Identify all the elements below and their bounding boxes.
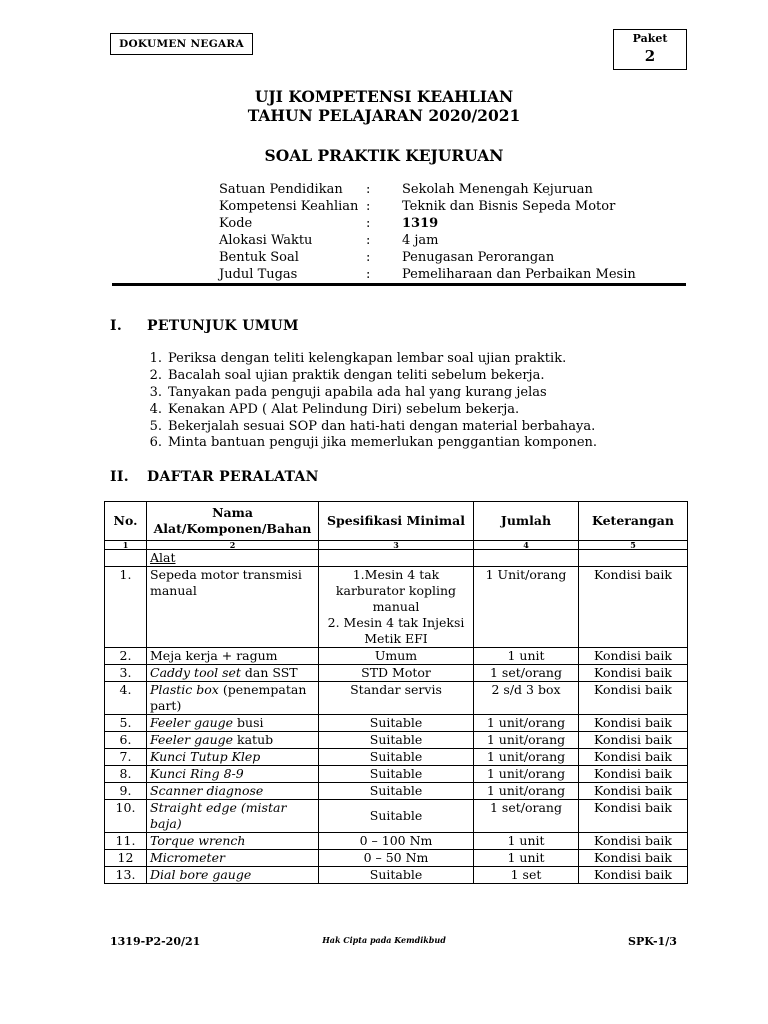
table-row <box>105 783 688 800</box>
row-qty: 1 unit/orang <box>474 783 579 800</box>
row-qty: 1 unit <box>474 833 579 850</box>
table-header-row <box>105 502 688 541</box>
row-name: Dial bore gauge <box>147 867 319 884</box>
info-label-kompetensi: Kompetensi Keahlian <box>219 199 359 214</box>
table-row <box>105 867 688 884</box>
table-row <box>105 665 688 682</box>
row-spec: Umum <box>319 648 474 665</box>
row-name: Meja kerja + ragum <box>147 648 319 665</box>
section-1-number: I. <box>110 318 123 334</box>
academic-year-title: TAHUN PELAJARAN 2020/2021 <box>247 106 521 125</box>
row-note: Kondisi baik <box>579 867 688 884</box>
row-note: Kondisi baik <box>579 749 688 766</box>
row-note: Kondisi baik <box>579 833 688 850</box>
row-name-italic: Plastic box <box>150 682 219 697</box>
row-spec: Suitable <box>319 732 474 749</box>
info-value-judul: Pemeliharaan dan Perbaikan Mesin <box>402 267 636 282</box>
paket-number: 2 <box>644 47 656 65</box>
row-no: 11. <box>105 833 147 850</box>
row-note: Kondisi baik <box>579 648 688 665</box>
info-label-bentuk: Bentuk Soal <box>219 250 299 265</box>
info-value-bentuk: Penugasan Perorangan <box>402 250 555 265</box>
row-spec: 0 – 50 Nm <box>319 850 474 867</box>
row-name-rest: busi <box>233 715 264 730</box>
info-colon: : <box>366 267 371 282</box>
header-name-line1: Nama <box>212 505 253 520</box>
row-qty: 1 unit/orang <box>474 732 579 749</box>
row-spec: Suitable <box>319 766 474 783</box>
exam-title: UJI KOMPETENSI KEAHLIAN <box>254 87 514 106</box>
row-name <box>147 732 319 749</box>
info-colon: : <box>366 250 371 265</box>
table-row <box>105 749 688 766</box>
row-note: Kondisi baik <box>579 783 688 800</box>
row-no: 13. <box>105 867 147 884</box>
column-number: 3 <box>319 541 474 550</box>
row-no: 9. <box>105 783 147 800</box>
header-qty: Jumlah <box>474 502 579 541</box>
row-no: 5. <box>105 715 147 732</box>
instruction-number: 5. <box>149 419 162 434</box>
info-value-kode: 1319 <box>402 216 439 231</box>
row-no: 3. <box>105 665 147 682</box>
row-note: Kondisi baik <box>579 715 688 732</box>
instruction-number: 2. <box>149 368 162 383</box>
row-name: Sepeda motor transmisi manual <box>147 567 319 648</box>
header-note: Keterangan <box>579 502 688 541</box>
table-row <box>105 766 688 783</box>
column-number: 1 <box>105 541 147 550</box>
header-spec: Spesifikasi Minimal <box>319 502 474 541</box>
row-name-italic: Feeler gauge <box>150 732 234 747</box>
row-name: Scanner diagnose <box>147 783 319 800</box>
row-name <box>147 715 319 732</box>
header-name <box>147 502 319 541</box>
row-spec: Suitable <box>319 783 474 800</box>
row-spec-item: 2. Mesin 4 tak Injeksi Metik EFI <box>327 615 465 646</box>
row-no: 6. <box>105 732 147 749</box>
paket-label: Paket <box>632 32 668 45</box>
row-name-rest: (penempatan part) <box>150 682 307 713</box>
info-colon: : <box>366 233 371 248</box>
row-note: Kondisi baik <box>579 665 688 682</box>
instruction-number: 4. <box>149 402 162 417</box>
row-qty: 1 set <box>474 867 579 884</box>
info-label-kode: Kode <box>219 216 253 231</box>
category-row <box>105 550 688 567</box>
row-spec: STD Motor <box>319 665 474 682</box>
row-name: Straight edge (mistar baja) <box>147 800 319 833</box>
row-qty: 1 unit/orang <box>474 715 579 732</box>
row-qty: 1 unit/orang <box>474 749 579 766</box>
row-spec: Standar servis <box>319 682 474 715</box>
row-note: Kondisi baik <box>579 766 688 783</box>
instruction-text: Tanyakan pada penguji apabila ada hal yang kurang jelas <box>168 385 547 400</box>
row-spec: Suitable <box>319 715 474 732</box>
info-value-alokasi: 4 jam <box>402 233 439 248</box>
column-number: 5 <box>579 541 688 550</box>
instruction-number: 3. <box>149 385 162 400</box>
section-1-title: PETUNJUK UMUM <box>147 318 299 334</box>
row-no: 2. <box>105 648 147 665</box>
section-divider <box>112 283 686 286</box>
row-note: Kondisi baik <box>579 850 688 867</box>
instruction-text: Kenakan APD ( Alat Pelindung Diri) sebelum bekerja. <box>168 402 520 417</box>
document-classification-label: DOKUMEN NEGARA <box>110 33 253 55</box>
row-name-italic: Feeler gauge <box>150 715 234 730</box>
equipment-table <box>104 501 688 884</box>
row-qty: 1 Unit/orang <box>474 567 579 648</box>
instruction-text: Periksa dengan teliti kelengkapan lembar soal ujian praktik. <box>168 351 567 366</box>
column-number-row <box>105 541 688 550</box>
row-note: Kondisi baik <box>579 732 688 749</box>
column-number: 2 <box>147 541 319 550</box>
row-no: 1. <box>105 567 147 648</box>
row-name-italic: Caddy tool set <box>150 665 241 680</box>
info-colon: : <box>366 182 371 197</box>
info-colon: : <box>366 216 371 231</box>
footer-document-code: 1319-P2-20/21 <box>110 935 201 948</box>
row-spec: Suitable <box>319 867 474 884</box>
info-colon: : <box>366 199 371 214</box>
row-no: 7. <box>105 749 147 766</box>
row-spec: Suitable <box>319 800 474 833</box>
row-qty: 1 set/orang <box>474 665 579 682</box>
instruction-number: 6. <box>149 435 162 450</box>
table-row <box>105 850 688 867</box>
table-row <box>105 648 688 665</box>
row-note: Kondisi baik <box>579 682 688 715</box>
row-name <box>147 682 319 715</box>
row-name-rest: dan SST <box>240 665 298 680</box>
info-label-judul: Judul Tugas <box>219 267 298 282</box>
table-row <box>105 833 688 850</box>
instruction-text: Bekerjalah sesuai SOP dan hati-hati dengan material berbahaya. <box>168 419 596 434</box>
table-row <box>105 682 688 715</box>
table-row <box>105 715 688 732</box>
row-qty: 1 unit <box>474 850 579 867</box>
table-row <box>105 567 688 648</box>
row-spec-item: 1.Mesin 4 tak karburator kopling manual <box>335 567 457 614</box>
row-spec <box>319 567 474 648</box>
row-no: 8. <box>105 766 147 783</box>
header-name-line2: Alat/Komponen/Bahan <box>153 521 312 536</box>
row-spec: 0 – 100 Nm <box>319 833 474 850</box>
category-alat: Alat <box>150 550 176 565</box>
row-qty: 1 set/orang <box>474 800 579 833</box>
row-qty: 1 unit <box>474 648 579 665</box>
info-label-satuan: Satuan Pendidikan <box>219 182 343 197</box>
section-2-number: II. <box>110 469 129 485</box>
row-name: Torque wrench <box>147 833 319 850</box>
row-name: Kunci Tutup Klep <box>147 749 319 766</box>
footer-page-code: SPK-1/3 <box>628 935 677 948</box>
info-label-alokasi: Alokasi Waktu <box>219 233 313 248</box>
paket-box <box>613 29 687 70</box>
table-row <box>105 732 688 749</box>
instruction-text: Minta bantuan penguji jika memerlukan penggantian komponen. <box>168 435 598 450</box>
info-value-kompetensi: Teknik dan Bisnis Sepeda Motor <box>402 199 616 214</box>
info-value-satuan: Sekolah Menengah Kejuruan <box>402 182 593 197</box>
practice-exam-title: SOAL PRAKTIK KEJURUAN <box>264 146 504 165</box>
row-no: 4. <box>105 682 147 715</box>
row-note: Kondisi baik <box>579 567 688 648</box>
category-label <box>147 550 319 567</box>
row-qty: 1 unit/orang <box>474 766 579 783</box>
footer-copyright: Hak Cipta pada Kemdikbud <box>322 935 446 945</box>
row-name-rest: katub <box>233 732 274 747</box>
table-row <box>105 800 688 833</box>
column-number: 4 <box>474 541 579 550</box>
row-spec: Suitable <box>319 749 474 766</box>
row-qty: 2 s/d 3 box <box>474 682 579 715</box>
row-name: Micrometer <box>147 850 319 867</box>
section-2-title: DAFTAR PERALATAN <box>147 469 319 485</box>
instruction-number: 1. <box>149 351 162 366</box>
row-name <box>147 665 319 682</box>
row-note: Kondisi baik <box>579 800 688 833</box>
row-no: 10. <box>105 800 147 833</box>
row-no: 12 <box>105 850 147 867</box>
instruction-text: Bacalah soal ujian praktik dengan teliti sebelum bekerja. <box>168 368 545 383</box>
row-name: Kunci Ring 8-9 <box>147 766 319 783</box>
header-no: No. <box>105 502 147 541</box>
